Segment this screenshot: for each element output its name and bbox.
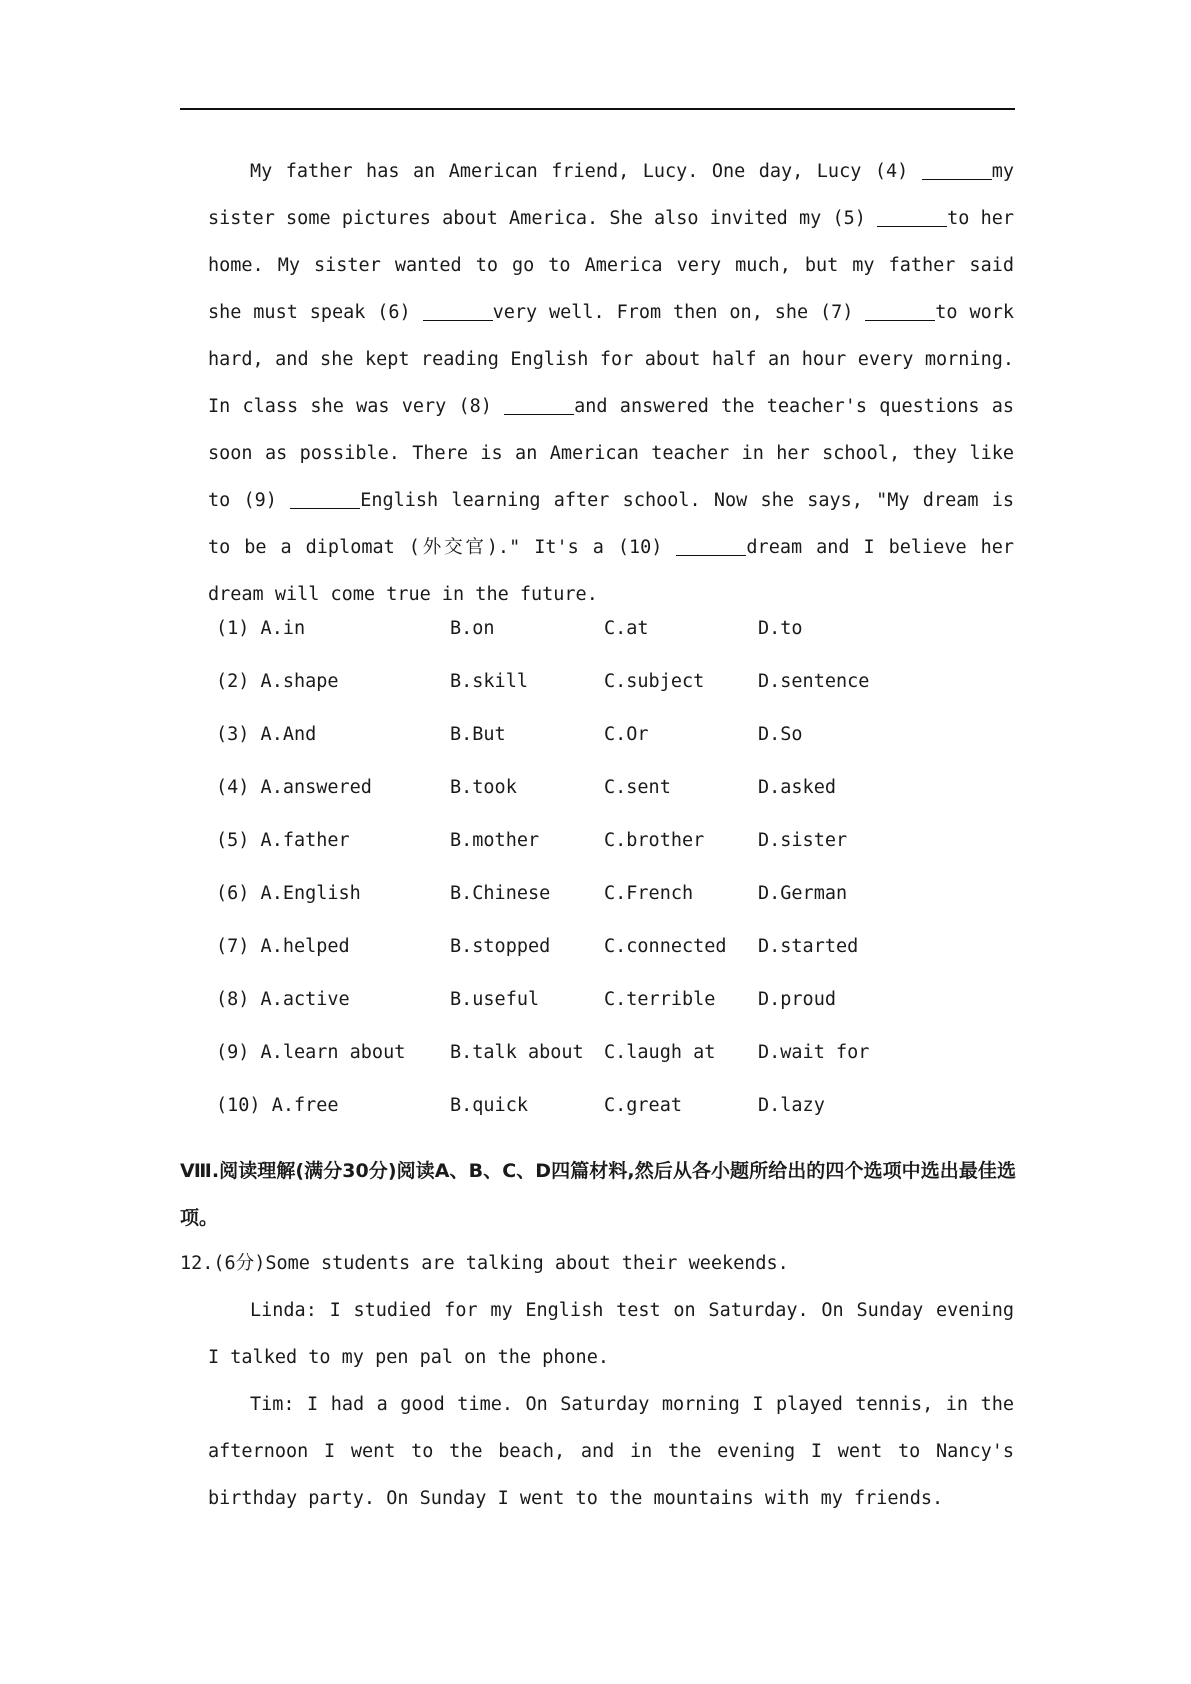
- option-b: B.mother: [450, 830, 540, 851]
- option-c: C.laugh at: [604, 1042, 716, 1063]
- cloze-passage: [208, 148, 1014, 618]
- question-12-intro: 12.(6分)Some students are talking about their weekends.: [180, 1253, 789, 1274]
- option-c: C.terrible: [604, 989, 716, 1010]
- option-c: C.French: [604, 883, 694, 904]
- passage-text-1: My father has an American friend, Lucy. One day, Lucy (4): [250, 161, 909, 182]
- option-d: D.proud: [758, 989, 836, 1010]
- option-d: D.wait for: [758, 1042, 870, 1063]
- option-row-10: [216, 1095, 1016, 1148]
- option-row-1: [216, 618, 1016, 671]
- answer-options: [216, 618, 1016, 1148]
- option-b: B.skill: [450, 671, 528, 692]
- blank-8: [504, 395, 574, 415]
- tim-paragraph: [208, 1381, 1014, 1522]
- option-c: C.subject: [604, 671, 705, 692]
- option-c: C.great: [604, 1095, 682, 1116]
- option-a: (7) A.helped: [216, 936, 350, 957]
- option-c: C.at: [604, 618, 649, 639]
- option-b: B.took: [450, 777, 517, 798]
- option-a: (1) A.in: [216, 618, 306, 639]
- option-b: B.on: [450, 618, 495, 639]
- option-a: (4) A.answered: [216, 777, 372, 798]
- option-d: D.So: [758, 724, 803, 745]
- blank-9: [290, 489, 360, 509]
- option-b: B.But: [450, 724, 506, 745]
- blank-6: [423, 301, 493, 321]
- option-a: (2) A.shape: [216, 671, 339, 692]
- option-row-2: [216, 671, 1016, 724]
- blank-5: [877, 207, 947, 227]
- option-c: C.brother: [604, 830, 705, 851]
- option-b: B.talk about: [450, 1042, 584, 1063]
- option-d: D.sister: [758, 830, 848, 851]
- option-row-4: [216, 777, 1016, 830]
- passage-text-2: my sister some pictures about America. She also invited my (5): [208, 161, 1014, 229]
- blank-7: [865, 301, 935, 321]
- option-row-9: [216, 1042, 1016, 1095]
- linda-text: Linda: I studied for my English test on Saturday. On Sunday evening I talked to my pen pal on the phone.: [208, 1300, 1014, 1368]
- passage-text-3: to her home. My sister wanted to go to America very much, but my father said she must speak (6): [208, 208, 1015, 323]
- option-a: (6) A.English: [216, 883, 361, 904]
- option-b: B.useful: [450, 989, 540, 1010]
- tim-text: Tim: I had a good time. On Saturday morning I played tennis, in the afternoon I went to the beach, and in the evening I went to Nancy's birthday party. On Sunday I went to the mountains with my friends.: [208, 1394, 1014, 1509]
- option-a: (9) A.learn about: [216, 1042, 406, 1063]
- passage-text-4: very well. From then on, she (7): [492, 302, 854, 323]
- header-rule: [180, 108, 1015, 110]
- option-row-6: [216, 883, 1016, 936]
- linda-paragraph: [208, 1287, 1014, 1381]
- option-c: C.sent: [604, 777, 671, 798]
- option-d: D.asked: [758, 777, 836, 798]
- section-heading: Ⅷ.阅读理解(满分30分)阅读A、B、C、D四篇材料,然后从各小题所给出的四个选项中选出最佳选项。: [180, 1160, 1016, 1229]
- option-b: B.quick: [450, 1095, 528, 1116]
- passage-text-7: English learning after school. Now she says, "My dream is to be a diplomat (外交官)." It's a (10): [208, 490, 1014, 558]
- passage-text-8: dream and I believe her dream will come true in the future.: [208, 537, 1014, 605]
- option-c: C.connected: [604, 936, 727, 957]
- option-c: C.Or: [604, 724, 649, 745]
- passage-text-5: to work hard, and she kept reading English for about half an hour every morning. In class she was very (8): [208, 302, 1014, 417]
- option-d: D.to: [758, 618, 803, 639]
- option-d: D.sentence: [758, 671, 870, 692]
- option-d: D.lazy: [758, 1095, 825, 1116]
- option-a: (8) A.active: [216, 989, 350, 1010]
- option-b: B.Chinese: [450, 883, 551, 904]
- option-a: (3) A.And: [216, 724, 317, 745]
- option-b: B.stopped: [450, 936, 551, 957]
- option-row-5: [216, 830, 1016, 883]
- option-d: D.German: [758, 883, 848, 904]
- option-a: (10) A.free: [216, 1095, 339, 1116]
- blank-4: [922, 160, 992, 180]
- option-a: (5) A.father: [216, 830, 350, 851]
- option-row-8: [216, 989, 1016, 1042]
- blank-10: [676, 536, 746, 556]
- option-row-3: [216, 724, 1016, 777]
- passage-text-6: and answered the teacher's questions as soon as possible. There is an American teacher in her school, they like to (9): [208, 396, 1014, 511]
- option-row-7: [216, 936, 1016, 989]
- option-d: D.started: [758, 936, 859, 957]
